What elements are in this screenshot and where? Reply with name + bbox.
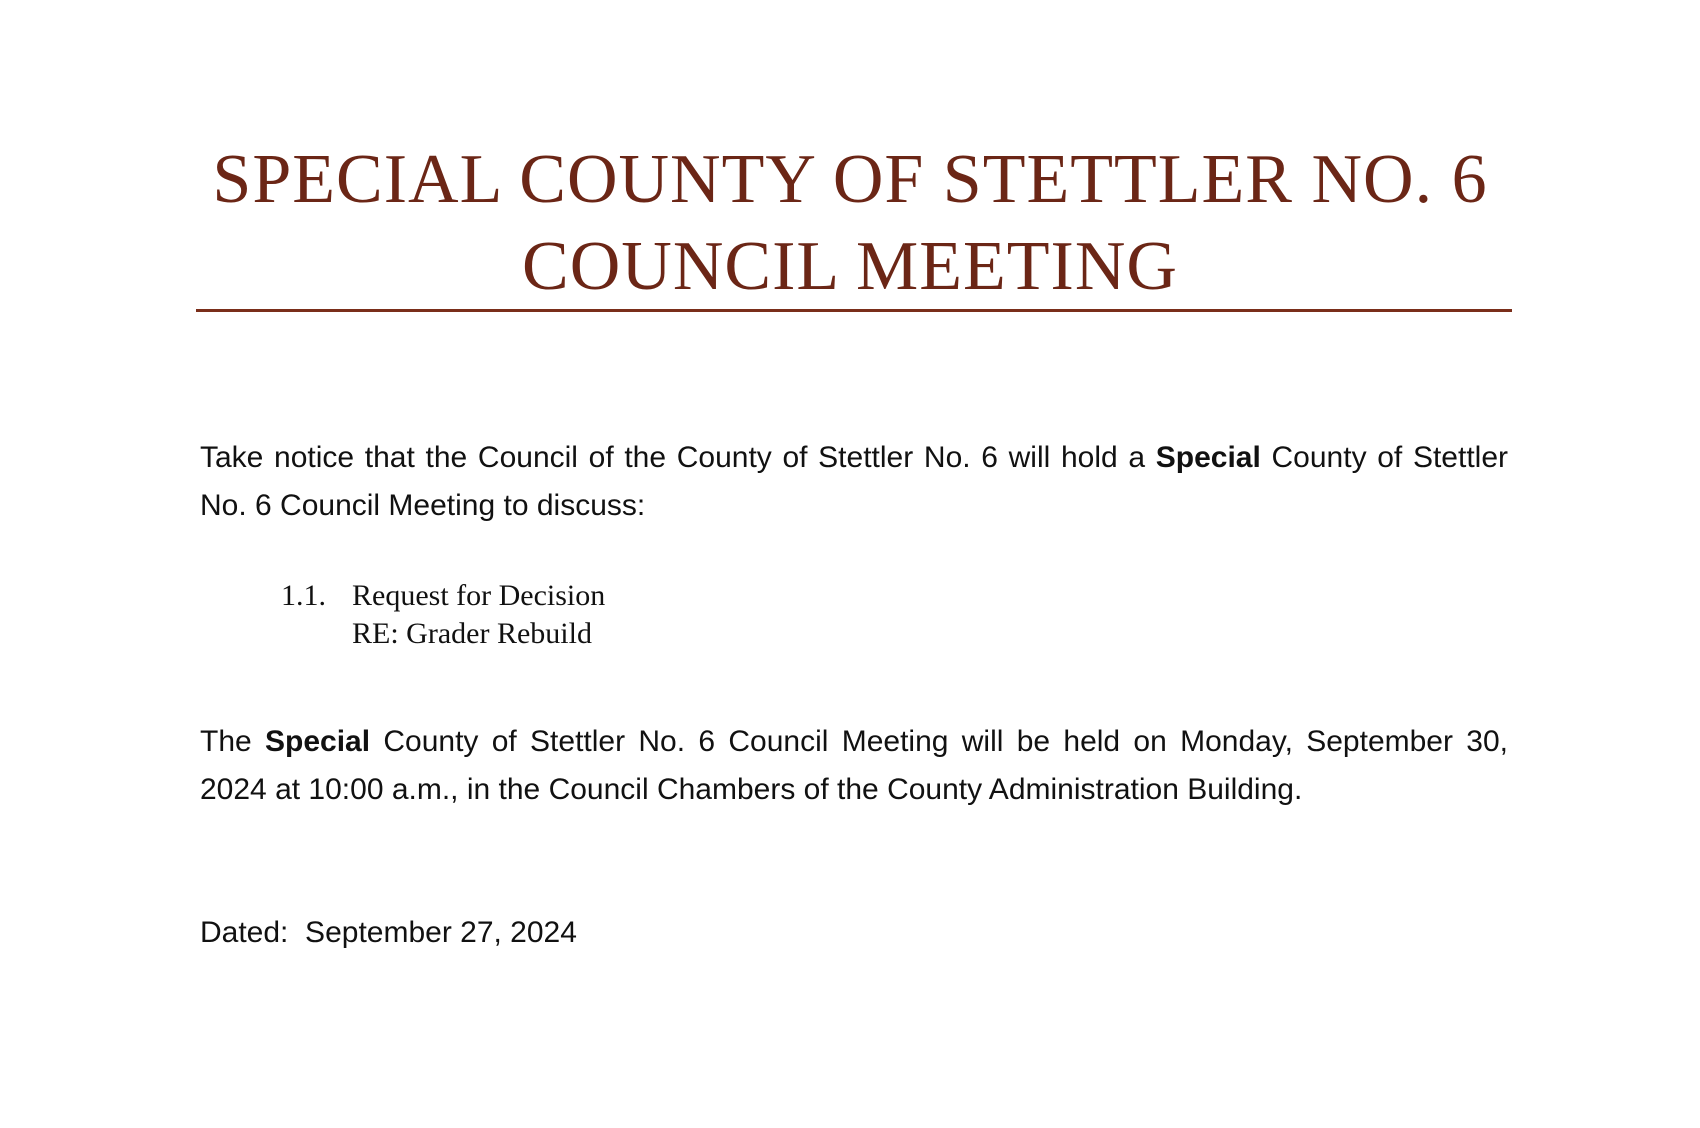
notice-paragraph xyxy=(200,434,1508,530)
details-text: The xyxy=(200,725,265,758)
details-bold: Special xyxy=(265,725,371,758)
agenda-item-subject: RE: Grader Rebuild xyxy=(352,617,592,650)
notice-text: Take notice that the Council of the County of Stettler No. 6 will hold a xyxy=(200,441,1156,474)
details-text-end: County of Stettler No. 6 Council Meeting will be held on Monday, September 30, 2024 at 10:00 a.m., in the Council Chambers of the County Administration Building. xyxy=(200,725,1508,806)
title-divider xyxy=(196,309,1512,312)
notice-text-end: County of Stettler No. 6 Council Meeting to discuss: xyxy=(200,441,1508,522)
title-line-2: COUNCIL MEETING xyxy=(522,228,1178,305)
details-paragraph xyxy=(200,718,1508,814)
agenda-item-number: 1.1. xyxy=(281,579,326,612)
title-line-1: SPECIAL COUNTY OF STETTLER NO. 6 xyxy=(212,141,1488,218)
agenda-item-title: Request for Decision xyxy=(352,579,606,612)
notice-bold: Special xyxy=(1155,441,1261,474)
dated-line: Dated: September 27, 2024 xyxy=(200,916,577,949)
